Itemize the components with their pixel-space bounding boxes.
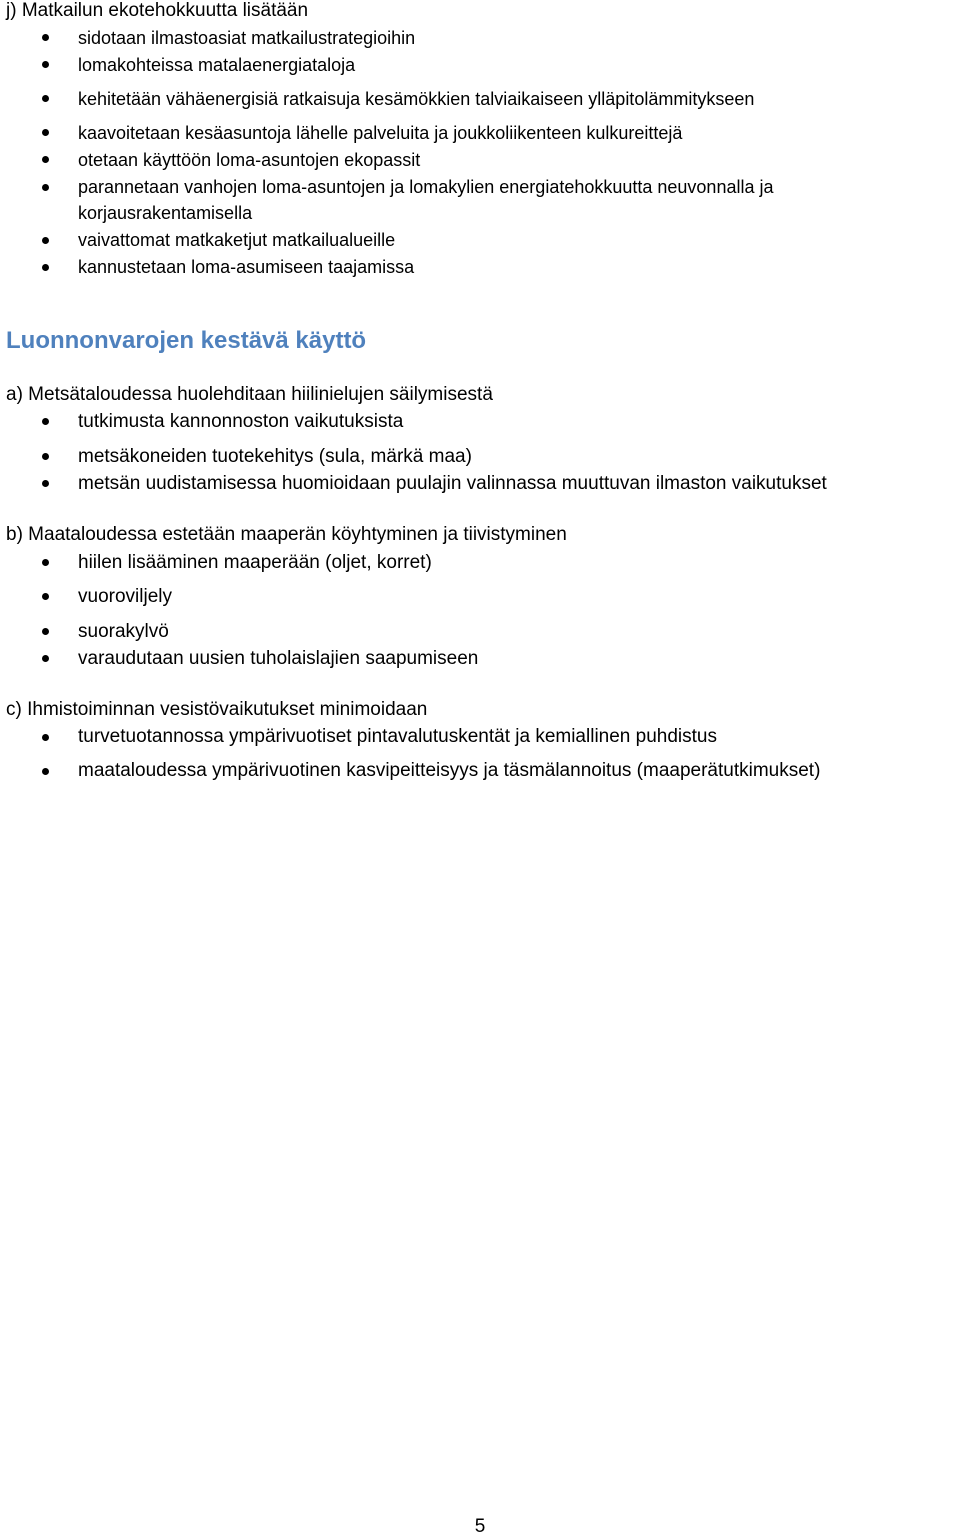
bullet-icon	[42, 655, 49, 662]
bullet-icon	[42, 61, 49, 68]
bullet-icon	[42, 768, 49, 775]
list-item: suorakylvö	[78, 621, 169, 642]
bullet-icon	[42, 734, 49, 741]
section-j-intro: j) Matkailun ekotehokkuutta lisätään	[6, 0, 309, 21]
list-item: maataloudessa ympärivuotinen kasvipeitteisyys ja täsmälannoitus (maaperätutkimukset)	[78, 760, 821, 781]
list-item: kaavoitetaan kesäasuntoja lähelle palveluita ja joukkoliikenteen kulkureittejä	[78, 123, 683, 143]
list-item: parannetaan vanhojen loma-asuntojen ja lomakylien energiatehokkuutta neuvonnalla ja	[78, 177, 774, 197]
section-heading: Luonnonvarojen kestävä käyttö	[6, 327, 367, 354]
bullet-icon	[42, 628, 49, 635]
list-item: kannustetaan loma-asumiseen taajamissa	[78, 257, 415, 277]
bullet-icon	[42, 453, 49, 460]
list-item: hiilen lisääminen maaperään (oljet, korret)	[78, 552, 432, 573]
list-item: varaudutaan uusien tuholaislajien saapumiseen	[78, 648, 479, 669]
bullet-icon	[42, 593, 49, 600]
list-item: vuoroviljely	[78, 586, 172, 607]
section-a-intro: a) Metsätaloudessa huolehditaan hiilinielujen säilymisestä	[6, 384, 493, 405]
list-item: lomakohteissa matalaenergiataloja	[78, 55, 356, 75]
list-item: turvetuotannossa ympärivuotiset pintavalutuskentät ja kemiallinen puhdistus	[78, 726, 717, 747]
bullet-icon	[42, 129, 49, 136]
list-item: sidotaan ilmastoasiat matkailustrategioihin	[78, 28, 416, 48]
bullet-icon	[42, 480, 49, 487]
bullet-icon	[42, 264, 49, 271]
list-item: metsäkoneiden tuotekehitys (sula, märkä maa)	[78, 446, 472, 467]
section-c-intro: c) Ihmistoiminnan vesistövaikutukset minimoidaan	[6, 699, 428, 720]
section-b-intro: b) Maataloudessa estetään maaperän köyhtyminen ja tiivistyminen	[6, 524, 567, 545]
bullet-icon	[42, 156, 49, 163]
page-number: 5	[474, 1516, 486, 1537]
list-item: kehitetään vähäenergisiä ratkaisuja kesämökkien talviaikaiseen ylläpitolämmitykseen	[78, 89, 755, 109]
bullet-icon	[42, 95, 49, 102]
bullet-icon	[42, 237, 49, 244]
bullet-icon	[42, 559, 49, 566]
list-item: otetaan käyttöön loma-asuntojen ekopassit	[78, 150, 421, 170]
bullet-icon	[42, 418, 49, 425]
bullet-icon	[42, 184, 49, 191]
list-item-continuation: korjausrakentamisella	[78, 203, 253, 223]
list-item: vaivattomat matkaketjut matkailualueille	[78, 230, 396, 250]
list-item: tutkimusta kannonnoston vaikutuksista	[78, 411, 404, 432]
list-item: metsän uudistamisessa huomioidaan puulajin valinnassa muuttuvan ilmaston vaikutukset	[78, 473, 827, 494]
bullet-icon	[42, 34, 49, 41]
